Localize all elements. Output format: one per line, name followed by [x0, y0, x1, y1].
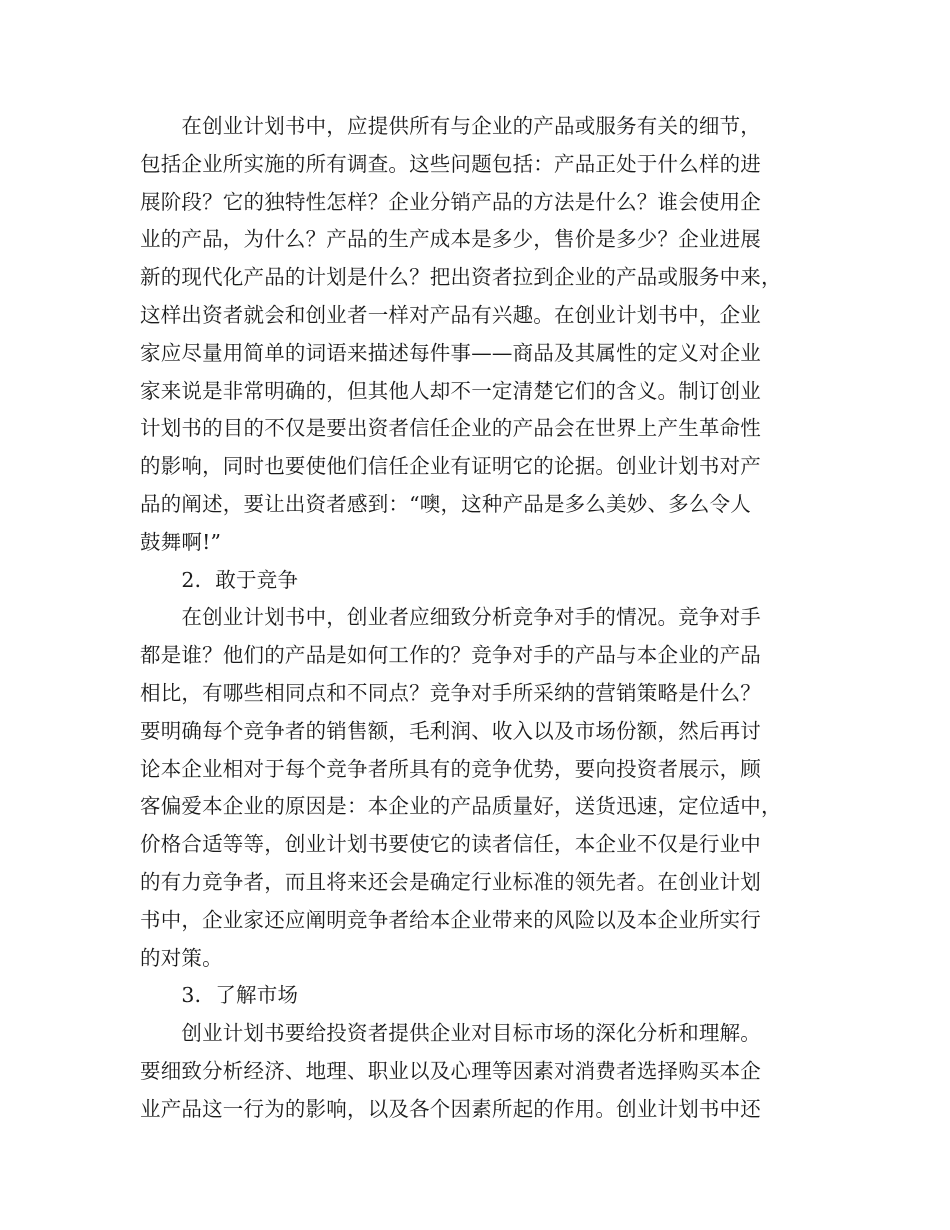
- text-line: 业的产品，为什么？产品的生产成本是多少，售价是多少？企业进展: [140, 227, 761, 252]
- text-line: 的有力竞争者，而且将来还会是确定行业标准的领先者。在创业计划: [140, 869, 761, 894]
- text-line: 在创业计划书中，应提供所有与企业的产品或服务有关的细节，: [140, 114, 761, 138]
- text-line: 家应尽量用简单的词语来描述每件事——商品及其属性的定义对企业: [140, 340, 761, 365]
- text-line: 书中，企业家还应阐明竞争者给本企业带来的风险以及本企业所实行: [140, 907, 761, 932]
- text-line: 创业计划书要给投资者提供企业对目标市场的深化分析和理解。: [140, 1021, 761, 1046]
- text-line: 都是谁？他们的产品是如何工作的？竞争对手的产品与本企业的产品: [140, 643, 761, 668]
- section-heading: 2．敢于竞争: [140, 567, 299, 592]
- text-line: 品的阐述，要让出资者感到：“噢，这种产品是多么美妙、多么令人: [140, 491, 751, 516]
- text-line: 在创业计划书中，创业者应细致分析竞争对手的情况。竞争对手: [140, 605, 761, 630]
- text-line: 展阶段？它的独特性怎样？企业分销产品的方法是什么？谁会使用企: [140, 189, 761, 214]
- text-line: 包括企业所实施的所有调查。这些问题包括：产品正处于什么样的进: [140, 151, 761, 176]
- text-line: 计划书的目的不仅是要出资者信任企业的产品会在世界上产生革命性: [140, 416, 761, 441]
- text-line: 家来说是非常明确的，但其他人却不一定清楚它们的含义。制订创业: [140, 378, 761, 403]
- text-line: 要明确每个竞争者的销售额，毛利润、收入以及市场份额，然后再讨: [140, 718, 761, 743]
- text-line: 相比，有哪些相同点和不同点？竞争对手所采纳的营销策略是什么？: [140, 680, 761, 705]
- text-line: 价格合适等等，创业计划书要使它的读者信任，本企业不仅是行业中: [140, 832, 761, 857]
- text-line: 业产品这一行为的影响，以及各个因素所起的作用。创业计划书中还: [140, 1096, 761, 1121]
- text-line: 鼓舞啊!”: [140, 529, 222, 554]
- text-line: 的对策。: [140, 945, 223, 970]
- text-line: 客偏爱本企业的原因是：本企业的产品质量好，送货迅速，定位适中，: [140, 794, 782, 819]
- section-heading: 3．了解市场: [140, 983, 299, 1008]
- text-line: 要细致分析经济、地理、职业以及心理等因素对消费者选择购买本企: [140, 1058, 761, 1083]
- text-line: 的影响，同时也要使他们信任企业有证明它的论据。创业计划书对产: [140, 454, 761, 479]
- text-line: 这样出资者就会和创业者一样对产品有兴趣。在创业计划书中，企业: [140, 302, 761, 327]
- text-line: 新的现代化产品的计划是什么？把出资者拉到企业的产品或服务中来，: [140, 265, 782, 290]
- text-line: 论本企业相对于每个竞争者所具有的竞争优势，要向投资者展示，顾: [140, 756, 761, 781]
- body-text: [140, 108, 810, 1129]
